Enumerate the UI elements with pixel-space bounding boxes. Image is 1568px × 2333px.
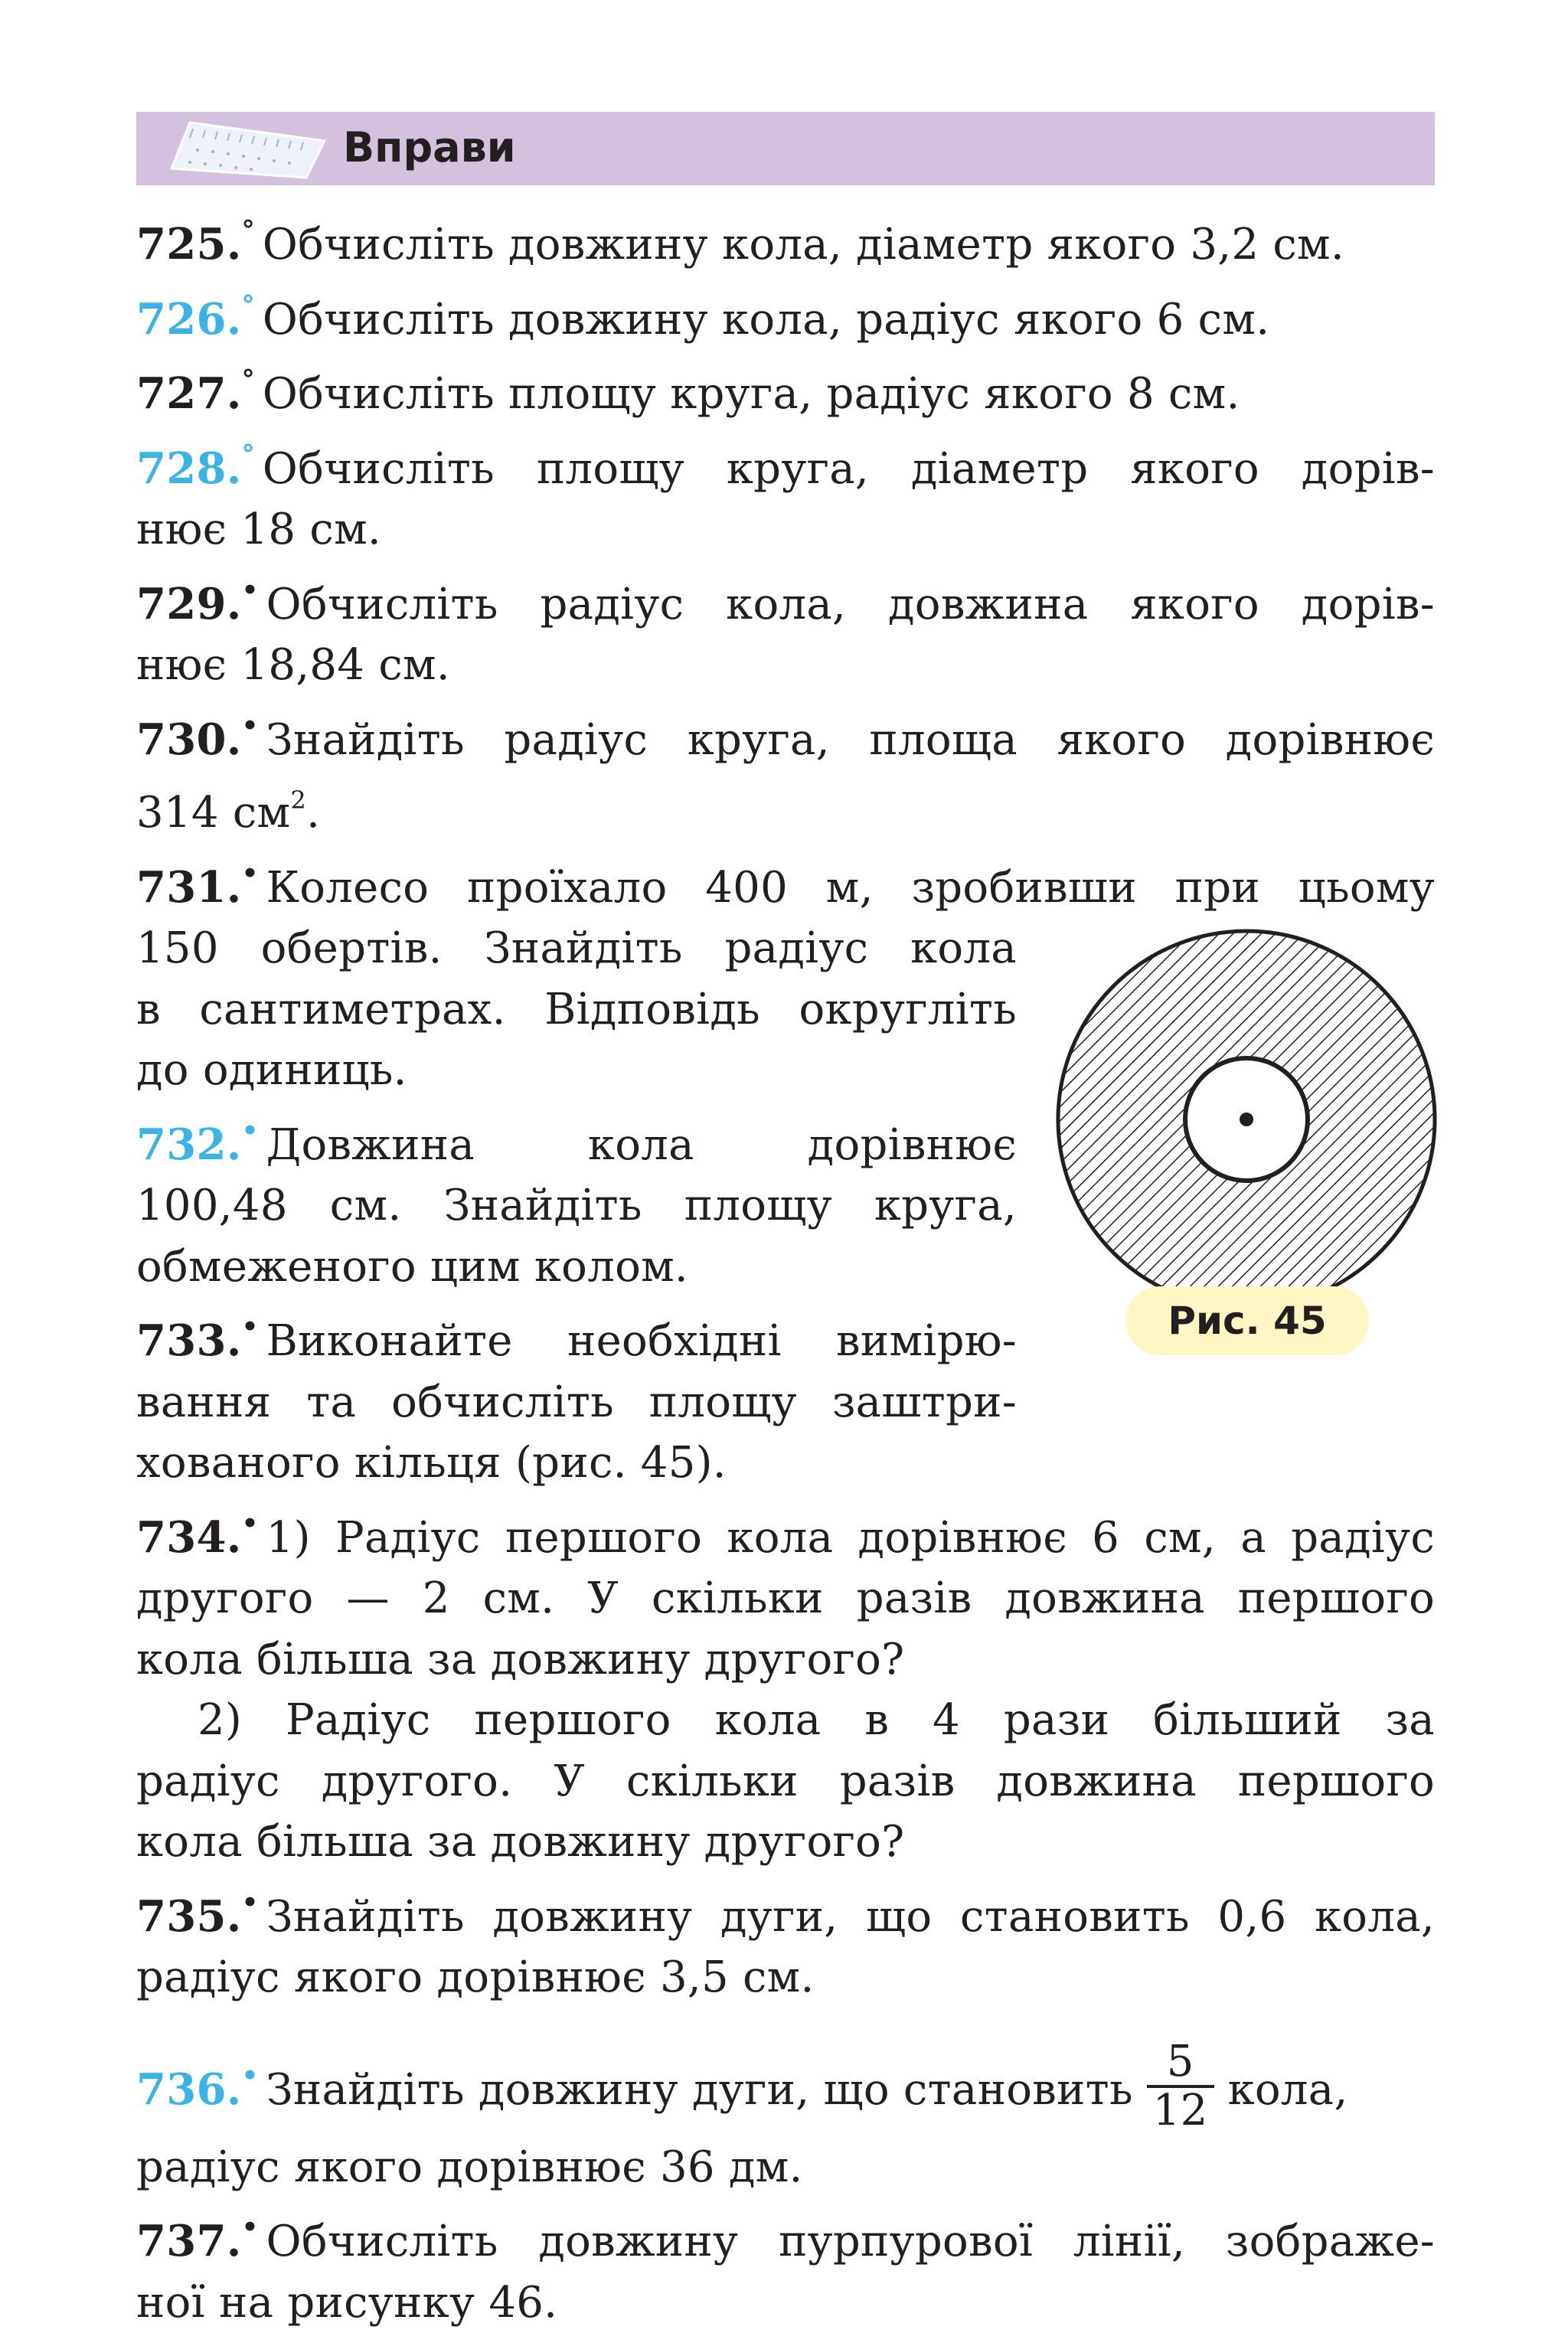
exercise-text: Обчисліть довжину кола, радіус якого 6 см. — [262, 294, 1270, 345]
fraction-numerator: 5 — [1147, 2039, 1214, 2088]
exercise-number: 729. — [136, 578, 242, 629]
difficulty-mark: • — [241, 858, 259, 889]
exercise-text: обмеженого цим колом. — [136, 1241, 689, 1292]
section-title: Вправи — [343, 123, 516, 172]
difficulty-mark: • — [241, 1115, 259, 1146]
exercise-text: до одиниць. — [136, 1045, 407, 1095]
exercise-text: Обчисліть площу круга, діаметр якого дорів- — [262, 443, 1435, 494]
exercise-text: . — [306, 788, 321, 838]
exercise-text: Знайдіть радіус круга, площа якого дорівнює — [266, 714, 1435, 765]
exercise-number: 736. — [136, 2063, 242, 2115]
exercise-737 — [136, 2197, 1435, 2333]
hatched-ring-figure — [1055, 928, 1438, 1311]
exercise-text: другого — 2 см. У скільки разів довжина першого — [136, 1573, 1435, 1623]
exercise-text: Обчисліть радіус кола, довжина якого дорів- — [266, 579, 1435, 629]
difficulty-mark: ° — [241, 439, 255, 470]
exercise-number: 735. — [136, 1890, 242, 1942]
exponent: 2 — [290, 786, 307, 815]
difficulty-mark: • — [241, 710, 259, 741]
difficulty-mark: • — [241, 2212, 259, 2243]
fraction — [1147, 2039, 1214, 2134]
exercise-text: кола більша за довжину другого? — [136, 1634, 905, 1684]
exercise-text: в сантиметрах. Відповідь округліть — [136, 984, 1017, 1034]
exercise-number: 731. — [136, 861, 242, 913]
exercise-number: 728. — [136, 443, 242, 494]
exercise-number: 727. — [136, 368, 242, 419]
difficulty-mark: ° — [241, 364, 255, 395]
exercise-text: радіус якого дорівнює 3,5 см. — [136, 1952, 815, 2002]
exercise-text: 2) Радіус першого кола в 4 рази більший за — [198, 1695, 1435, 1745]
difficulty-mark: • — [241, 1887, 259, 1918]
exercise-text: Виконайте необхідні вимірю- — [266, 1316, 1017, 1366]
difficulty-mark: • — [241, 574, 259, 606]
exercise-text: Знайдіть довжину дуги, що становить — [266, 2064, 1133, 2115]
exercise-number: 737. — [136, 2216, 242, 2266]
exercise-text: радіус другого. У скільки разів довжина першого — [136, 1756, 1435, 1806]
exercise-730 — [136, 696, 1435, 844]
exercise-text: 314 см — [136, 788, 291, 838]
difficulty-mark: ° — [241, 215, 255, 246]
exercise-text: кола більша за довжину другого? — [136, 1817, 905, 1867]
exercise-text: вання та обчисліть площу заштри- — [136, 1377, 1017, 1427]
center-point — [1240, 1113, 1253, 1126]
exercise-729 — [136, 560, 1435, 696]
exercise-text: нює 18 см. — [136, 505, 382, 554]
exercise-text: кола, — [1227, 2064, 1348, 2115]
exercise-734 — [136, 1494, 1435, 1873]
exercise-text: Обчисліть площу круга, радіус якого 8 см. — [262, 369, 1240, 419]
difficulty-mark: ° — [241, 289, 255, 321]
exercise-728 — [136, 425, 1435, 560]
exercise-number: 730. — [136, 714, 242, 765]
ruler-icon — [167, 118, 328, 179]
exercise-text: Знайдіть довжину дуги, що становить 0,6 кола, — [266, 1891, 1435, 1942]
exercise-text: Колесо проїхало 400 м, зробивши при цьому — [266, 862, 1435, 913]
exercise-727 — [136, 350, 1435, 425]
exercise-number: 733. — [136, 1315, 242, 1366]
exercise-text: 150 обертів. Знайдіть радіус кола — [136, 923, 1017, 973]
difficulty-mark: • — [241, 1508, 259, 1539]
exercise-726 — [136, 276, 1435, 351]
exercise-text: 100,48 см. Знайдіть площу круга, — [136, 1181, 1017, 1230]
difficulty-mark: • — [241, 1312, 259, 1342]
exercise-text: Довжина кола дорівнює — [266, 1119, 1017, 1170]
exercise-text: Обчисліть довжину кола, діаметр якого 3,2 см. — [262, 220, 1344, 270]
exercise-text: радіус якого дорівнює 36 дм. — [136, 2142, 803, 2192]
difficulty-mark: • — [241, 2060, 259, 2091]
figure-caption: Рис. 45 — [1125, 1286, 1369, 1355]
exercise-text: 1) Радіус першого кола дорівнює 6 см, а радіус — [266, 1512, 1435, 1563]
exercise-number: 726. — [136, 293, 242, 345]
exercise-number: 734. — [136, 1511, 242, 1563]
exercise-text: хованого кільця (рис. 45). — [136, 1438, 727, 1488]
section-header — [136, 112, 1435, 185]
exercise-725 — [136, 201, 1435, 276]
exercise-text: ної на рисунку 46. — [136, 2277, 558, 2328]
exercise-text: нює 18,84 см. — [136, 640, 450, 690]
exercise-736 — [136, 2025, 1435, 2198]
exercise-text: Обчисліть довжину пурпурової лінії, зображе- — [266, 2217, 1435, 2266]
exercise-number: 732. — [136, 1119, 242, 1170]
exercise-number: 725. — [136, 219, 242, 270]
fraction-denominator: 12 — [1152, 2086, 1208, 2135]
exercise-735 — [136, 1873, 1435, 2008]
